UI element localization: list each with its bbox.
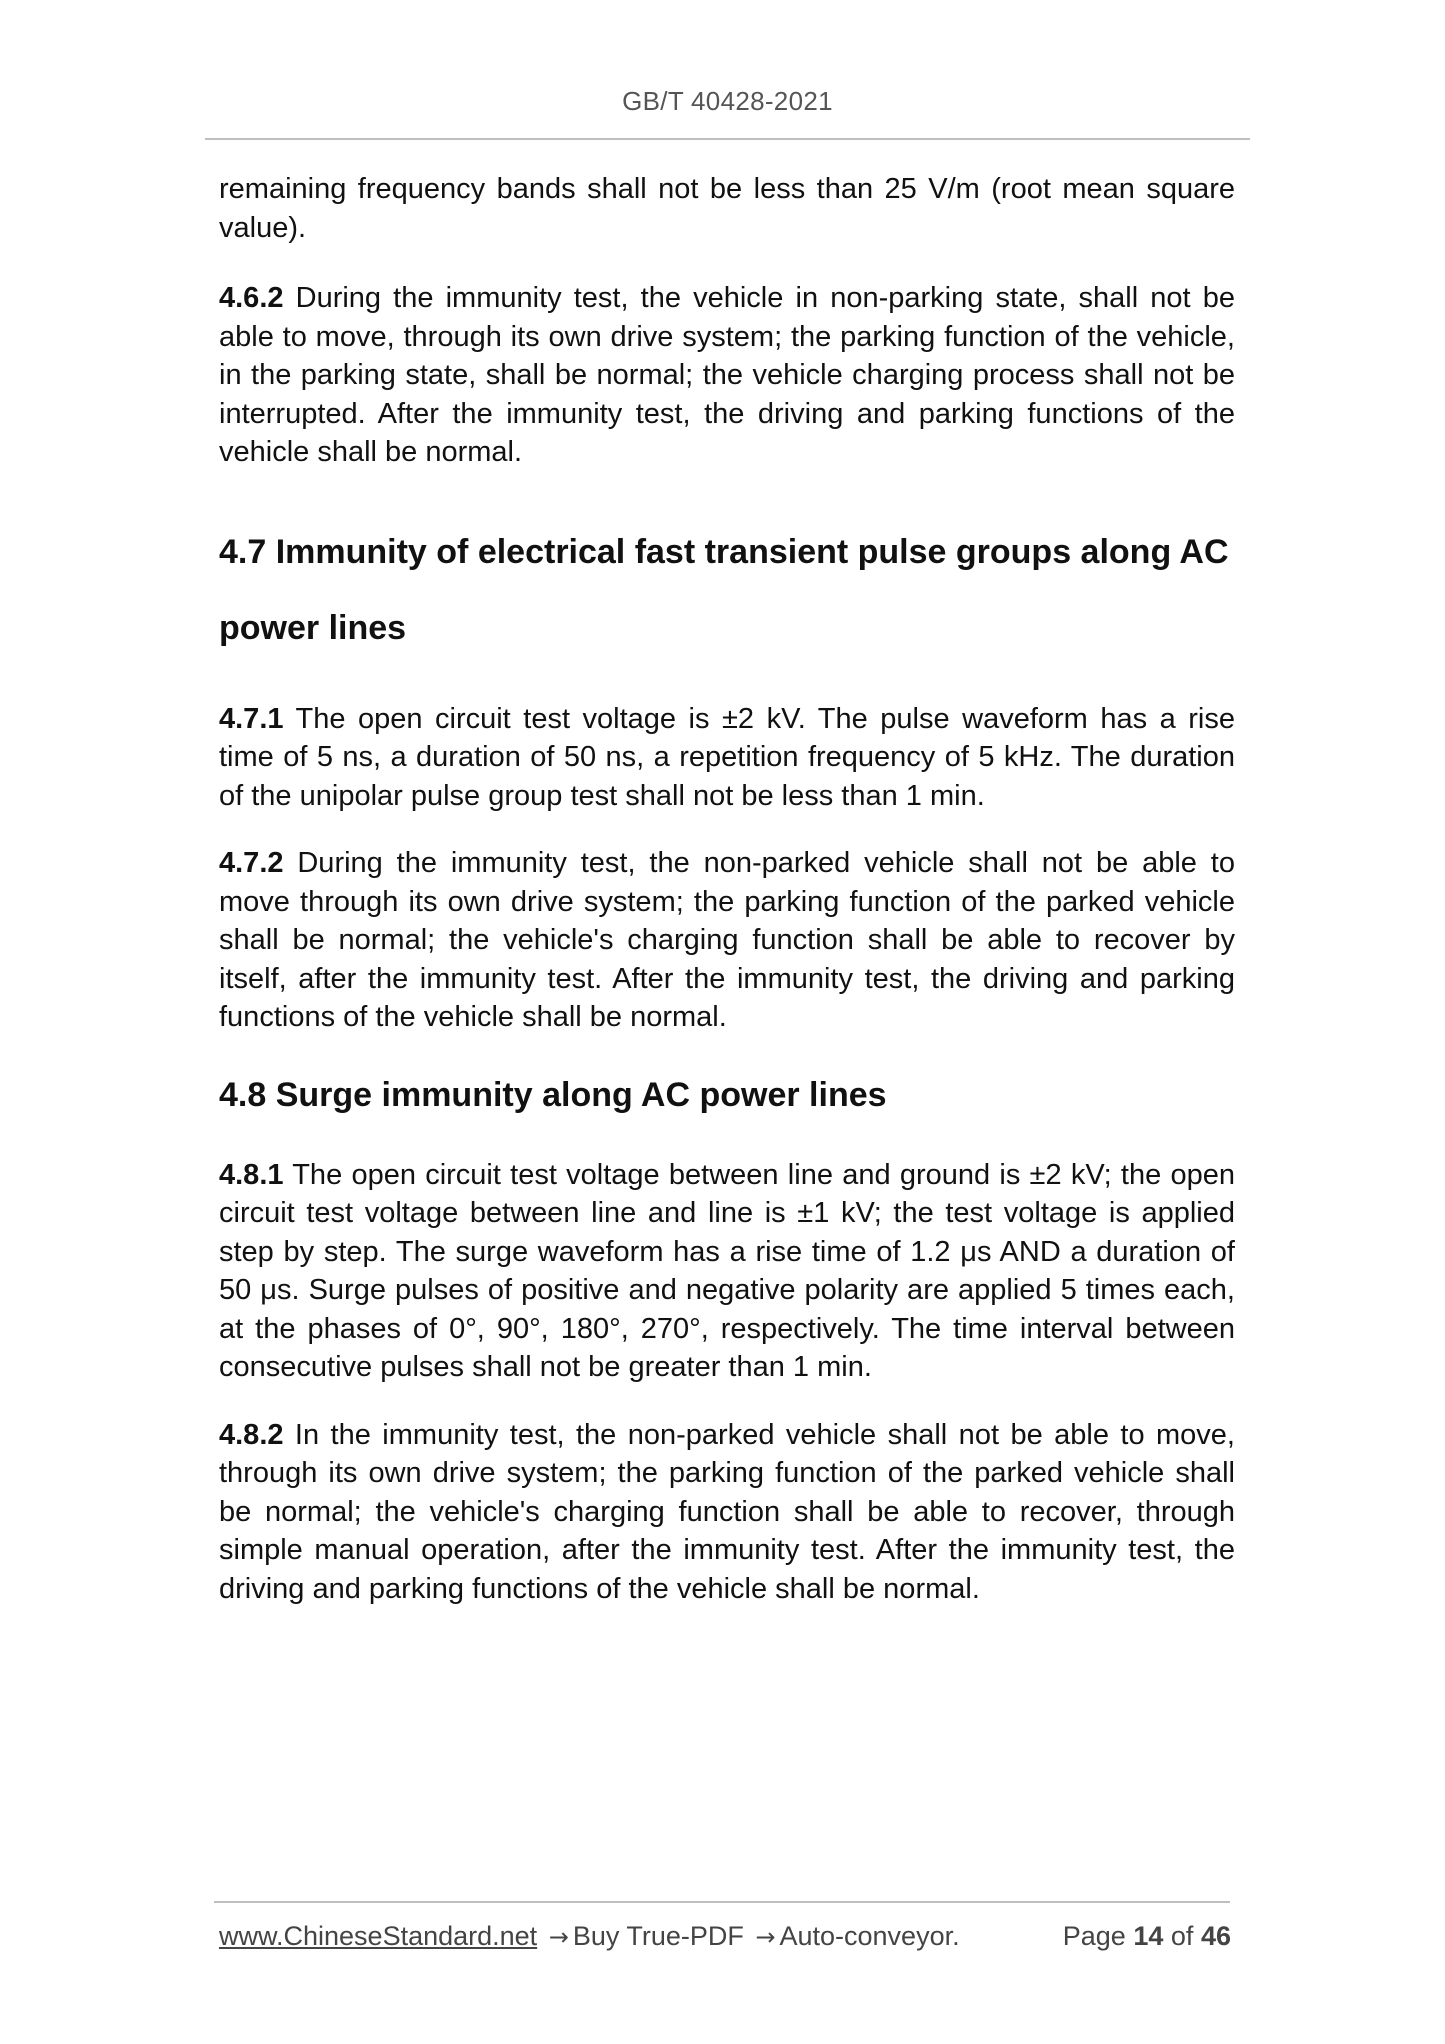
- continuation-paragraph: remaining frequency bands shall not be less than 25 V/m (root mean square value).: [219, 173, 1235, 244]
- clause-number: 4.6.2: [219, 282, 284, 314]
- buy-true-pdf-text: Buy True-PDF: [572, 1921, 744, 1951]
- page-number: [1063, 1921, 1231, 1952]
- clause-number: 4.7.2: [219, 847, 284, 879]
- footer-links: [219, 1921, 960, 1952]
- clause-4-8-1: [219, 1156, 1235, 1387]
- clause-number: 4.8.1: [219, 1158, 284, 1191]
- of-label: of: [1170, 1921, 1194, 1951]
- current-page: 14: [1133, 1921, 1164, 1951]
- clause-text: During the immunity test, the vehicle in non-parking state, shall not be able to move, through its own drive system; the parking function of the vehicle, in the parking state, shall be normal; the vehicle charging process shall not be interrupted. After the immunity test, the driving and parking functions of the vehicle shall be normal.: [219, 282, 1235, 468]
- clause-text: During the immunity test, the non-parked vehicle shall not be able to move through its own drive system; the parking function of the parked vehicle shall be normal; the vehicle's charging function shall be able to recover by itself, after the immunity test. After the immunity test, the driving and parking functions of the vehicle shall be normal.: [219, 847, 1235, 1033]
- footer-divider: [214, 1901, 1230, 1903]
- page-footer: [219, 1921, 1231, 1957]
- document-header-title: GB/T 40428-2021: [622, 86, 833, 116]
- page-label: Page: [1062, 1921, 1126, 1951]
- arrow-right-icon: →: [548, 1923, 569, 1951]
- clause-text: In the immunity test, the non-parked vehicle shall not be able to move, through its own drive system; the parking function of the parked vehicle shall be normal; the vehicle's charging function shall be able to recover, through simple manual operation, after the immunity test. After the immunity test, the driving and parking functions of the vehicle shall be normal.: [219, 1418, 1235, 1605]
- website-link[interactable]: www.ChineseStandard.net: [219, 1921, 538, 1951]
- page-body: [219, 170, 1235, 1608]
- clause-4-6-2: [219, 279, 1235, 472]
- clause-4-7-2: [219, 844, 1235, 1037]
- section-heading-4-8: 4.8 Surge immunity along AC power lines: [219, 1075, 887, 1114]
- clause-4-8-2: [219, 1416, 1235, 1609]
- auto-conveyor-text: Auto-conveyor.: [779, 1921, 960, 1951]
- clause-text: The open circuit test voltage is ±2 kV. The pulse waveform has a rise time of 5 ns, a duration of 50 ns, a repetition frequency of 5 kHz. The duration of the unipolar pulse group test shall not be less than 1 min.: [219, 702, 1235, 812]
- header-divider: [205, 138, 1250, 140]
- clause-number: 4.7.1: [219, 702, 284, 735]
- clause-4-7-1: [219, 700, 1235, 816]
- section-heading-4-7: 4.7 Immunity of electrical fast transient pulse groups along AC power lines: [219, 532, 1229, 647]
- clause-number: 4.8.2: [219, 1418, 284, 1451]
- clause-text: The open circuit test voltage between line and ground is ±2 kV; the open circuit test voltage between line and line is ±1 kV; the test voltage is applied step by step. The surge waveform has a rise time of 1.2 μs AND a duration of 50 μs. Surge pulses of positive and negative polarity are applied 5 times each, at the phases of 0°, 90°, 180°, 270°, respectively. The time interval between consecutive pulses shall not be greater than 1 min.: [219, 1158, 1235, 1383]
- total-pages: 46: [1200, 1921, 1231, 1951]
- arrow-right-icon: →: [755, 1923, 776, 1951]
